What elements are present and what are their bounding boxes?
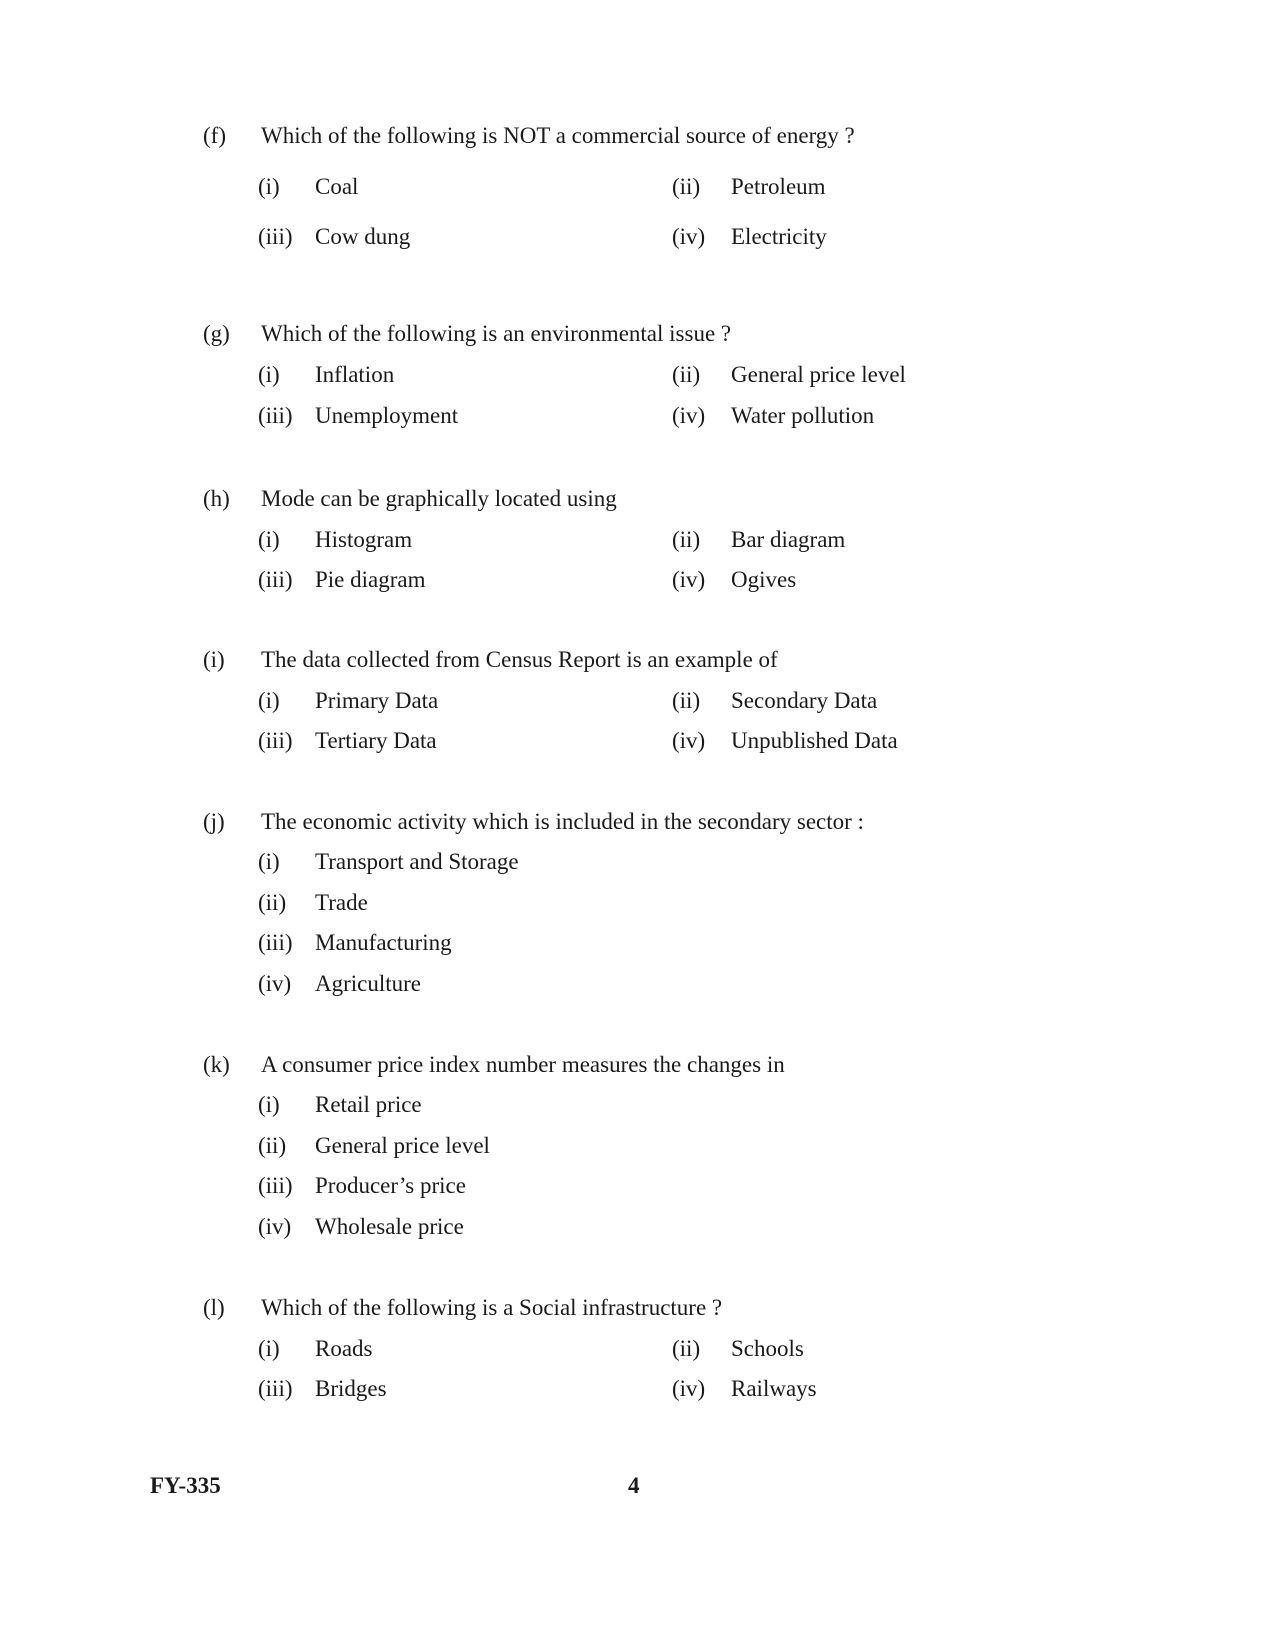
option-text: Petroleum — [731, 174, 826, 199]
option-number: (i) — [258, 362, 280, 387]
question-text: The economic activity which is included in the secondary sector : — [261, 809, 864, 834]
option-text: Wholesale price — [315, 1214, 464, 1239]
option-number: (ii) — [672, 688, 701, 713]
option-number: (iv) — [672, 728, 706, 753]
option-number: (iii) — [258, 728, 293, 753]
paper-code: FY-335 — [150, 1473, 221, 1498]
question-label: (j) — [203, 809, 225, 834]
option-text: Producer’s price — [315, 1173, 466, 1198]
option-number: (iv) — [258, 971, 292, 996]
option-text: Water pollution — [731, 403, 875, 428]
option-text: Pie diagram — [315, 567, 426, 592]
question-label: (h) — [203, 486, 230, 511]
option-number: (i) — [258, 1336, 280, 1361]
option-number: (i) — [258, 688, 280, 713]
option-number: (iii) — [258, 224, 293, 249]
option-text: Coal — [315, 174, 359, 199]
option-text: Ogives — [731, 567, 797, 592]
option-text: Histogram — [315, 527, 413, 552]
question-label: (f) — [203, 123, 226, 148]
option-number: (iv) — [672, 567, 706, 592]
option-number: (iii) — [258, 403, 293, 428]
page-number: 4 — [628, 1473, 640, 1498]
option-number: (ii) — [672, 1336, 701, 1361]
option-text: Unemployment — [315, 403, 459, 428]
option-number: (ii) — [672, 362, 701, 387]
option-number: (iii) — [258, 567, 293, 592]
question-label: (k) — [203, 1052, 230, 1077]
question-text: Which of the following is a Social infrastructure ? — [261, 1295, 723, 1320]
option-text: Unpublished Data — [731, 728, 898, 753]
option-text: Primary Data — [315, 688, 439, 713]
option-number: (ii) — [672, 174, 701, 199]
option-text: Retail price — [315, 1092, 422, 1117]
question-label: (i) — [203, 647, 225, 672]
option-text: General price level — [315, 1133, 490, 1158]
question-text: Mode can be graphically located using — [261, 486, 617, 511]
option-number: (i) — [258, 527, 280, 552]
option-text: Agriculture — [315, 971, 422, 996]
option-text: Inflation — [315, 362, 395, 387]
question-label: (l) — [203, 1295, 225, 1320]
option-text: Bar diagram — [731, 527, 846, 552]
question-text: A consumer price index number measures the changes in — [261, 1052, 785, 1077]
option-number: (iv) — [672, 224, 706, 249]
option-number: (ii) — [258, 1133, 287, 1158]
question-text: Which of the following is an environmental issue ? — [261, 321, 732, 346]
option-number: (i) — [258, 849, 280, 874]
option-number: (iv) — [672, 403, 706, 428]
option-number: (iii) — [258, 1376, 293, 1401]
option-text: Transport and Storage — [315, 849, 519, 874]
option-text: General price level — [731, 362, 906, 387]
option-number: (iv) — [258, 1214, 292, 1239]
option-text: Trade — [315, 890, 368, 915]
option-number: (ii) — [672, 527, 701, 552]
option-text: Manufacturing — [315, 930, 452, 955]
option-number: (iii) — [258, 1173, 293, 1198]
option-text: Roads — [315, 1336, 373, 1361]
option-text: Tertiary Data — [315, 728, 437, 753]
option-number: (iv) — [672, 1376, 706, 1401]
option-text: Railways — [731, 1376, 817, 1401]
option-number: (iii) — [258, 930, 293, 955]
option-text: Electricity — [731, 224, 827, 249]
question-text: The data collected from Census Report is an example of — [261, 647, 778, 672]
question-text: Which of the following is NOT a commercial source of energy ? — [261, 123, 855, 148]
question-label: (g) — [203, 321, 230, 346]
option-text: Cow dung — [315, 224, 411, 249]
option-number: (i) — [258, 174, 280, 199]
option-number: (ii) — [258, 890, 287, 915]
option-number: (i) — [258, 1092, 280, 1117]
option-text: Bridges — [315, 1376, 387, 1401]
option-text: Secondary Data — [731, 688, 878, 713]
option-text: Schools — [731, 1336, 804, 1361]
